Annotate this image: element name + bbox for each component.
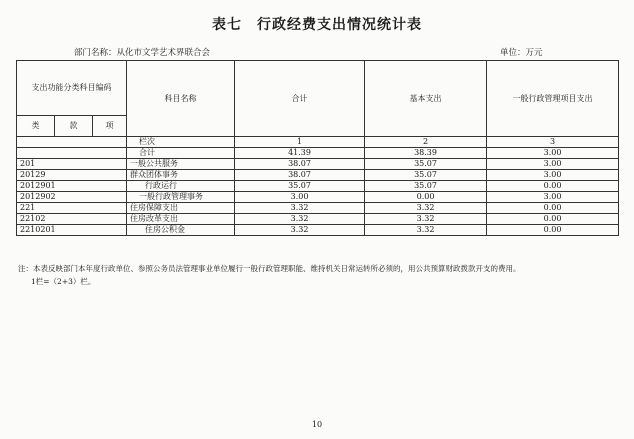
cell-basic: 35.07 xyxy=(365,181,487,192)
cell-total: 41.39 xyxy=(235,148,365,159)
cell-code xyxy=(17,137,127,148)
page-number: 10 xyxy=(311,420,323,429)
cell-name: 住房保障支出 xyxy=(127,203,235,214)
cell-basic: 35.07 xyxy=(365,170,487,181)
unit-label: 单位：万元 xyxy=(500,48,543,58)
cell-basic: 2 xyxy=(365,137,487,148)
cell-total: 3.32 xyxy=(235,203,365,214)
table-header-row xyxy=(17,61,619,116)
cell-project: 0.00 xyxy=(487,225,619,236)
header-name: 科目名称 xyxy=(127,61,235,137)
cell-total: 38.07 xyxy=(235,159,365,170)
cell-name: 一般公共服务 xyxy=(127,159,235,170)
header-xiang: 项 xyxy=(93,116,127,137)
cell-name: 栏次 xyxy=(127,137,235,148)
cell-code: 2012902 xyxy=(17,192,127,203)
cell-total: 1 xyxy=(235,137,365,148)
table-row xyxy=(17,203,619,214)
cell-code: 20129 xyxy=(17,170,127,181)
cell-project: 0.00 xyxy=(487,214,619,225)
cell-total: 35.07 xyxy=(235,181,365,192)
cell-basic: 0.00 xyxy=(365,192,487,203)
header-code: 支出功能分类科目编码 xyxy=(17,61,127,116)
cell-project: 3.00 xyxy=(487,148,619,159)
cell-total: 38.07 xyxy=(235,170,365,181)
footnote-line-2: 1栏=（2+3）栏。 xyxy=(31,277,96,286)
cell-basic: 3.32 xyxy=(365,203,487,214)
header-total: 合计 xyxy=(235,61,365,137)
cell-code: 201 xyxy=(17,159,127,170)
footnote xyxy=(18,262,521,288)
table-row xyxy=(17,181,619,192)
cell-project: 0.00 xyxy=(487,203,619,214)
cell-name: 一般行政管理事务 xyxy=(127,192,235,203)
cell-total: 3.00 xyxy=(235,192,365,203)
table-row xyxy=(17,148,619,159)
cell-project: 3.00 xyxy=(487,170,619,181)
table-row xyxy=(17,159,619,170)
cell-code xyxy=(17,148,127,159)
table-row xyxy=(17,170,619,181)
cell-code: 22102 xyxy=(17,214,127,225)
cell-basic: 3.32 xyxy=(365,214,487,225)
table-row xyxy=(17,225,619,236)
cell-basic: 3.32 xyxy=(365,225,487,236)
header-lei: 类 xyxy=(17,116,55,137)
cell-name: 住房公积金 xyxy=(127,225,235,236)
cell-code: 2012901 xyxy=(17,181,127,192)
cell-project: 3.00 xyxy=(487,192,619,203)
table-row xyxy=(17,192,619,203)
cell-name: 住房改革支出 xyxy=(127,214,235,225)
cell-name: 合计 xyxy=(127,148,235,159)
department-name: 部门名称：从化市文学艺术界联合会 xyxy=(74,48,211,58)
header-project: 一般行政管理项目支出 xyxy=(487,61,619,137)
table-row xyxy=(17,137,619,148)
cell-project: 0.00 xyxy=(487,181,619,192)
table-row xyxy=(17,214,619,225)
cell-name: 行政运行 xyxy=(127,181,235,192)
footnote-line-1: 注：本表反映部门本年度行政单位、参照公务员法管理事业单位履行一般行政管理职能、维持机关日常运转所必须的，用公共预算财政拨款开支的费用。 xyxy=(18,264,521,273)
cell-basic: 38.39 xyxy=(365,148,487,159)
cell-project: 3.00 xyxy=(487,159,619,170)
cell-name: 群众团体事务 xyxy=(127,170,235,181)
cell-total: 3.32 xyxy=(235,214,365,225)
cell-code: 2210201 xyxy=(17,225,127,236)
expense-table xyxy=(16,60,619,236)
header-basic: 基本支出 xyxy=(365,61,487,137)
header-kuan: 款 xyxy=(55,116,93,137)
page-title: 表七 行政经费支出情况统计表 xyxy=(212,17,422,33)
cell-project: 3 xyxy=(487,137,619,148)
cell-basic: 35.07 xyxy=(365,159,487,170)
cell-total: 3.32 xyxy=(235,225,365,236)
cell-code: 221 xyxy=(17,203,127,214)
